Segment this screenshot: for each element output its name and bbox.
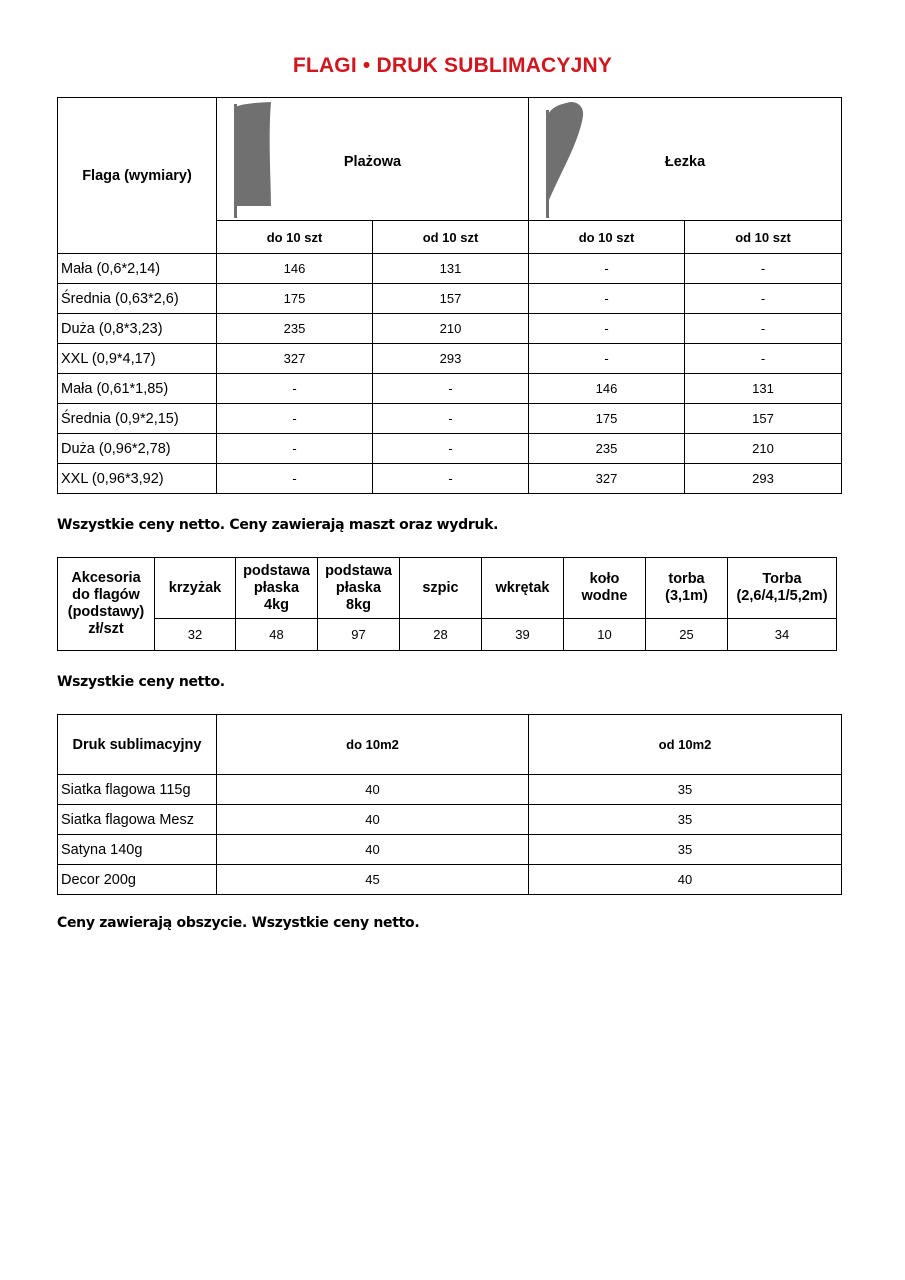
- price-cell: 146: [529, 374, 685, 404]
- accessory-name-line: podstawa: [325, 562, 392, 579]
- accessory-name-line: płaska: [253, 579, 300, 596]
- qty-header: od 10 szt: [685, 221, 842, 254]
- price-cell: 146: [217, 254, 373, 284]
- qty-header: od 10 szt: [373, 221, 529, 254]
- accessory-name-line: płaska: [335, 579, 382, 596]
- accessory-name-line: koło: [589, 571, 620, 587]
- accessory-header: [482, 558, 564, 619]
- price-cell: 35: [529, 775, 842, 805]
- price-cell: -: [685, 344, 842, 374]
- price-cell: 131: [685, 374, 842, 404]
- price-cell: 40: [217, 805, 529, 835]
- price-cell: -: [217, 434, 373, 464]
- row-label: Średnia (0,63*2,6): [58, 284, 217, 314]
- price-cell: 327: [217, 344, 373, 374]
- price-cell: 35: [529, 835, 842, 865]
- table-row: [58, 284, 842, 314]
- accessories-label-line: do flagów: [72, 587, 140, 603]
- flag-type-label: Plażowa: [343, 154, 402, 170]
- price-cell: 210: [373, 314, 529, 344]
- qty-header: do 10 szt: [529, 221, 685, 254]
- row-label: Siatka flagowa 115g: [58, 775, 217, 805]
- price-cell: 45: [217, 865, 529, 895]
- accessories-label-line: zł/szt: [88, 621, 124, 637]
- accessory-name-line: krzyżak: [168, 579, 222, 596]
- accessory-header: [400, 558, 482, 619]
- area-header: od 10m2: [529, 715, 842, 775]
- accessory-price: 28: [400, 619, 482, 651]
- accessory-price: 48: [236, 619, 318, 651]
- table-row: [58, 374, 842, 404]
- table-row: [58, 314, 842, 344]
- area-header: do 10m2: [217, 715, 529, 775]
- price-cell: -: [373, 434, 529, 464]
- row-label: Mała (0,6*2,14): [58, 254, 217, 284]
- price-cell: -: [529, 314, 685, 344]
- note-prices-net-mast: Wszystkie ceny netto. Ceny zawierają maszt oraz wydruk.: [57, 517, 499, 533]
- row-label: Decor 200g: [58, 865, 217, 895]
- price-cell: 175: [217, 284, 373, 314]
- accessory-name-line: Torba: [762, 571, 802, 587]
- row-label: Duża (0,96*2,78): [58, 434, 217, 464]
- price-cell: 235: [217, 314, 373, 344]
- price-cell: 157: [685, 404, 842, 434]
- row-label: Duża (0,8*3,23): [58, 314, 217, 344]
- price-cell: -: [373, 464, 529, 494]
- price-cell: 157: [373, 284, 529, 314]
- sublimation-print-table: [57, 714, 842, 895]
- price-cell: -: [217, 464, 373, 494]
- note-hemming-included: Ceny zawierają obszycie. Wszystkie ceny netto.: [57, 915, 420, 931]
- price-cell: -: [685, 314, 842, 344]
- accessory-price: 32: [155, 619, 236, 651]
- row-label: Średnia (0,9*2,15): [58, 404, 217, 434]
- accessory-name-line: 4kg: [264, 596, 289, 613]
- table-row: [58, 835, 842, 865]
- page-title: FLAGI • DRUK SUBLIMACYJNY: [292, 54, 613, 77]
- accessory-header: [728, 558, 837, 619]
- accessory-price: 25: [646, 619, 728, 651]
- price-cell: -: [217, 374, 373, 404]
- price-cell: 131: [373, 254, 529, 284]
- note-prices-net: Wszystkie ceny netto.: [57, 674, 225, 690]
- price-cell: -: [529, 254, 685, 284]
- accessory-name-line: (3,1m): [665, 588, 708, 604]
- accessory-header: [646, 558, 728, 619]
- flag-type-lezka: [529, 98, 842, 221]
- price-cell: 35: [529, 805, 842, 835]
- table-row: [58, 254, 842, 284]
- accessories-label: [58, 558, 155, 651]
- accessory-name-line: 8kg: [346, 596, 371, 613]
- accessory-header: [318, 558, 400, 619]
- accessory-price: 10: [564, 619, 646, 651]
- accessory-name-line: podstawa: [243, 562, 310, 579]
- accessory-header: [236, 558, 318, 619]
- accessory-price: 39: [482, 619, 564, 651]
- price-cell: 40: [217, 775, 529, 805]
- row-label: Siatka flagowa Mesz: [58, 805, 217, 835]
- price-cell: -: [217, 404, 373, 434]
- accessory-price: 97: [318, 619, 400, 651]
- accessory-name-line: wodne: [581, 588, 628, 604]
- flag-type-label: Łezka: [664, 154, 706, 170]
- price-cell: 40: [217, 835, 529, 865]
- row-label: Satyna 140g: [58, 835, 217, 865]
- price-cell: 293: [685, 464, 842, 494]
- price-cell: 175: [529, 404, 685, 434]
- row-label: XXL (0,9*4,17): [58, 344, 217, 374]
- table-row: [58, 434, 842, 464]
- table-row: [58, 344, 842, 374]
- accessory-name-line: szpic: [422, 579, 459, 596]
- accessories-price-table: [57, 557, 837, 651]
- price-cell: 327: [529, 464, 685, 494]
- price-cell: 235: [529, 434, 685, 464]
- accessory-name-line: torba: [668, 571, 705, 587]
- price-cell: 293: [373, 344, 529, 374]
- price-cell: 210: [685, 434, 842, 464]
- qty-header: do 10 szt: [217, 221, 373, 254]
- accessory-name-line: wkrętak: [495, 579, 550, 596]
- accessory-price: 34: [728, 619, 837, 651]
- price-cell: -: [685, 284, 842, 314]
- flag-type-plazowa: [217, 98, 529, 221]
- accessory-header: [155, 558, 236, 619]
- table-row: [58, 805, 842, 835]
- flag-dimensions-header: Flaga (wymiary): [58, 98, 217, 254]
- price-cell: -: [529, 284, 685, 314]
- row-label: XXL (0,96*3,92): [58, 464, 217, 494]
- table-row: [58, 404, 842, 434]
- price-cell: -: [529, 344, 685, 374]
- accessories-label-line: (podstawy): [67, 604, 145, 620]
- accessory-name-line: (2,6/4,1/5,2m): [736, 588, 828, 604]
- accessories-label-line: Akcesoria: [71, 570, 141, 586]
- row-label: Mała (0,61*1,85): [58, 374, 217, 404]
- flags-price-table: [57, 97, 842, 494]
- table-row: [58, 464, 842, 494]
- price-cell: 40: [529, 865, 842, 895]
- price-cell: -: [373, 374, 529, 404]
- accessory-header: [564, 558, 646, 619]
- table-row: [58, 865, 842, 895]
- price-cell: -: [373, 404, 529, 434]
- print-type-header: Druk sublimacyjny: [58, 715, 217, 775]
- price-cell: -: [685, 254, 842, 284]
- table-row: [58, 775, 842, 805]
